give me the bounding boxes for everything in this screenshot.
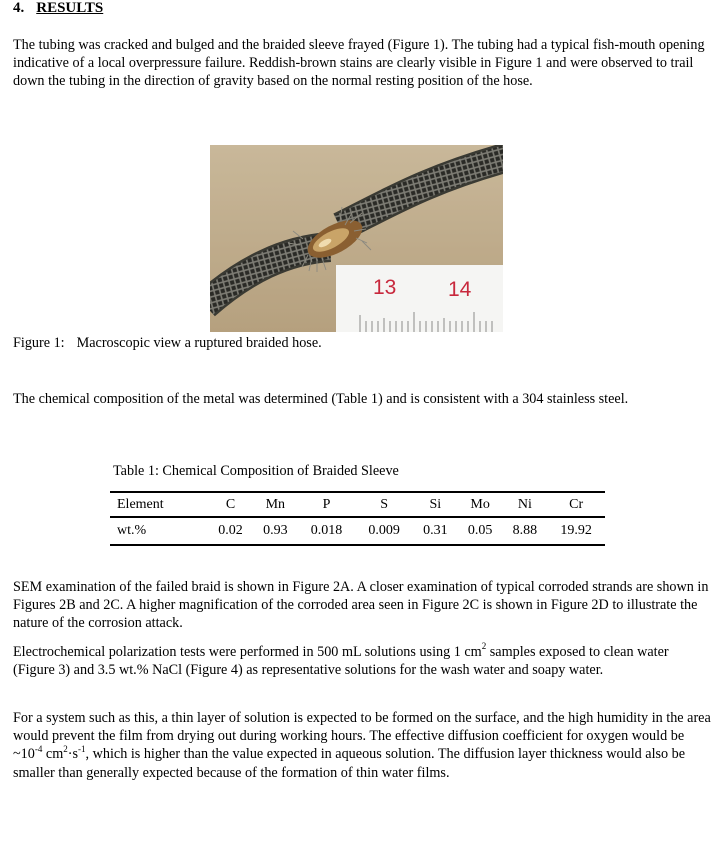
p5-text-b: cm bbox=[42, 746, 64, 763]
table-header-p: P bbox=[298, 492, 356, 517]
chemical-composition-table bbox=[110, 491, 605, 546]
table-cell-label: wt.% bbox=[117, 523, 147, 538]
table-header-mn: Mn bbox=[253, 492, 298, 517]
p4-superscript: 2 bbox=[481, 641, 487, 652]
table-cell-mo: 0.05 bbox=[467, 523, 493, 538]
p5-text-c: ·s bbox=[67, 746, 79, 763]
p4-text-b: samples exposed to clean water (Figure 3) and 3.5 wt.% NaCl (Figure 4) as representative solutions for the wash water and soapy water. bbox=[13, 644, 669, 679]
ruler-label-14: 14 bbox=[448, 278, 472, 301]
table-header-s: S bbox=[355, 492, 413, 517]
p5-superscript-2: 2 bbox=[63, 743, 68, 754]
p5-superscript-1: -4 bbox=[34, 743, 43, 754]
p5-text-a: For a system such as this, a thin layer of solution is expected to be formed on the surface, and the high humidity in the area would prevent the film from drying out during working hours. The effective diffusion coefficient for oxygen would be ~10 bbox=[13, 710, 711, 763]
section-number: 4. bbox=[13, 0, 25, 16]
figure-1-photo bbox=[210, 145, 503, 332]
table-cell-c: 0.02 bbox=[218, 523, 243, 538]
p5-text-d: , which is higher than the value expected in aqueous solution. The diffusion layer thickness would also be smaller than generally expected because of the formation of thin water films. bbox=[13, 746, 686, 781]
paragraph-chemical-composition: The chemical composition of the metal was determined (Table 1) and is consistent with a 304 stainless steel. bbox=[13, 391, 629, 407]
table-header-cr: Cr bbox=[547, 492, 605, 517]
table-header-ni: Ni bbox=[503, 492, 548, 517]
section-title: RESULTS bbox=[36, 0, 104, 16]
p4-text-a: Electrochemical polarization tests were performed in 500 mL solutions using 1 cm bbox=[13, 644, 482, 660]
table-cell-s: 0.009 bbox=[368, 523, 400, 538]
table-header-si: Si bbox=[413, 492, 458, 517]
table-header-row bbox=[110, 492, 605, 517]
paragraph-thin-film bbox=[13, 709, 711, 782]
table-1-caption: Table 1: Chemical Composition of Braided Sleeve bbox=[113, 463, 399, 479]
paragraph-polarization-tests bbox=[13, 643, 711, 679]
figure-1-caption bbox=[13, 335, 322, 352]
section-heading bbox=[13, 0, 103, 17]
table-cell-si: 0.31 bbox=[423, 523, 448, 538]
p5-superscript-3: -1 bbox=[78, 743, 86, 754]
table-cell-cr: 19.92 bbox=[560, 523, 592, 538]
table-cell-p: 0.018 bbox=[310, 523, 343, 538]
table-cell-mn: 0.93 bbox=[263, 523, 288, 538]
table-cell-ni: 8.88 bbox=[512, 523, 538, 538]
figure-1-label: Figure 1: bbox=[13, 335, 65, 351]
ruler-label-13: 13 bbox=[373, 276, 397, 299]
table-header-c: C bbox=[208, 492, 253, 517]
table-row bbox=[110, 517, 605, 545]
figure-1-caption-text: Macroscopic view a ruptured braided hose. bbox=[76, 335, 322, 351]
table-header-mo: Mo bbox=[458, 492, 503, 517]
table-header-element: Element bbox=[110, 492, 208, 517]
paragraph-sem-examination: SEM examination of the failed braid is shown in Figure 2A. A closer examination of typical corroded strands are shown in Figures 2B and 2C. A higher magnification of the corroded area seen in Figure 2C is shown in Figure 2D to illustrate the nature of the corrosion attack. bbox=[13, 579, 709, 632]
paragraph-tubing-description: The tubing was cracked and bulged and the braided sleeve frayed (Figure 1). The tubing had a typical fish-mouth opening indicative of a local overpressure failure. Reddish-brown stains are clearly visible in Figure 1 and were observed to trail down the tubing in the direction of gravity based on the normal resting position of the hose. bbox=[13, 37, 705, 90]
